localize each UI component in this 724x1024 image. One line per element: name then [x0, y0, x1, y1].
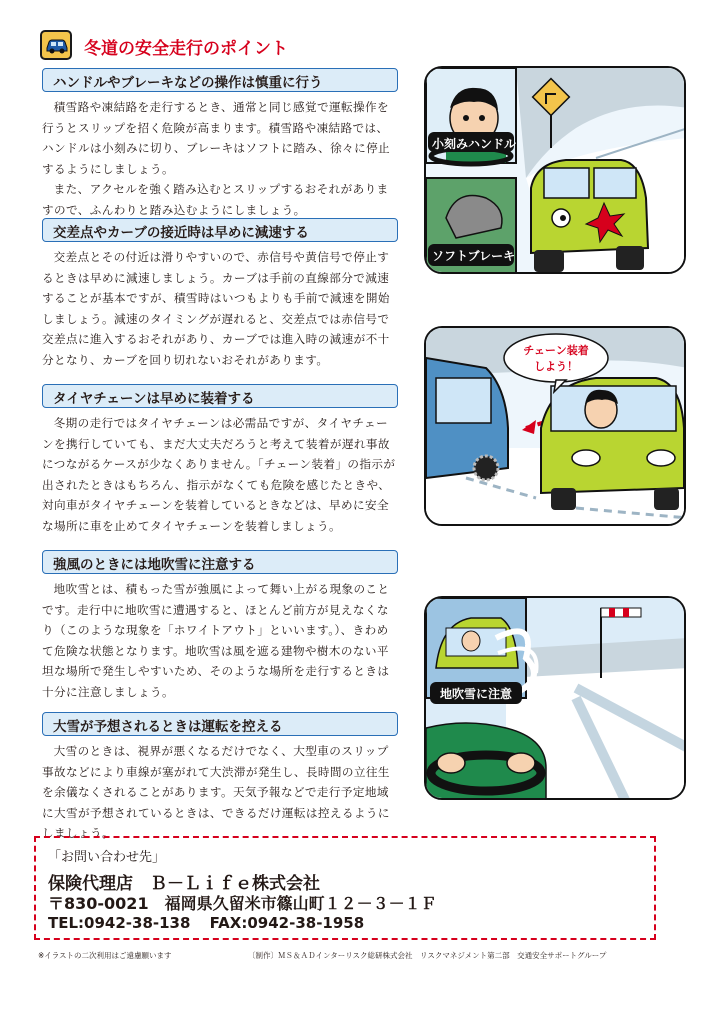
contact-tel: TEL:0942-38-138 — [48, 914, 191, 932]
illustration-ground-blizzard — [424, 596, 686, 800]
footer-note: ※イラストの二次利用はご遠慮願います — [38, 951, 172, 960]
chain-scene — [426, 328, 686, 526]
contact-address: 〒830-0021 福岡県久留米市篠山町１２－３－１Ｆ — [48, 894, 437, 913]
section-heading: タイヤチェーンは早めに装着する — [42, 384, 398, 408]
bubble-line-1: チェーン装着 — [523, 344, 589, 357]
section-ground-blizzard — [42, 550, 398, 703]
section-heading: 強風のときには地吹雪に注意する — [42, 550, 398, 574]
footer-credit: 〔制作〕ＭＳ＆ＡＤインターリスク総研株式会社 リスクマネジメント第二部 交通安全サポートグループ — [248, 951, 607, 960]
section-paragraph: 冬期の走行ではタイヤチェーンは必需品ですが、タイヤチェーンを携行していても、まだ大丈夫だろうと考えて装着が遅れ事故につながるケースが少なくありません。「チェーン装着」の指示が出されたときはもちろん、指示がなくても危険を感じたときや、対向車がタイヤチェーンを装着しているときなどは、早めに安全な場所に車を止めてタイヤチェーンを装着しましょう。 — [42, 416, 396, 533]
contact-company: 保険代理店 Ｂ－Ｌｉｆｅ株式会社 — [48, 874, 320, 894]
section-slow-down — [42, 218, 398, 371]
illustration-tire-chains — [424, 326, 686, 526]
page-title: 冬道の安全走行のポイント — [84, 39, 288, 59]
section-body — [42, 247, 398, 371]
bubble-line-2: しよう！ — [534, 360, 578, 373]
section-paragraph: 交差点とその付近は滑りやすいので、赤信号や黄信号で停止するときは早めに減速しましょう。カーブは手前の直線部分で減速することが基本ですが、積雪時はいつもよりも手前で減速を開始しましょう。減速のタイミングが遅れると、交差点では赤信号で交差点に進入するおそれがあり、カーブでは進入時の減速が不十分となり、カーブを回り切れないおそれがあります。 — [42, 250, 390, 367]
label-brake: ソフトブレーキ — [432, 249, 516, 263]
car-icon — [40, 30, 72, 60]
contact-box — [34, 836, 656, 940]
illustration-careful-operation — [424, 66, 686, 274]
label-handle: 小刻みハンドル — [432, 137, 517, 151]
contact-fax: FAX:0942-38-1958 — [209, 914, 365, 932]
section-body — [42, 413, 398, 537]
contact-label: 「お問い合わせ先」 — [48, 850, 166, 865]
section-body — [42, 741, 398, 844]
section-paragraph: 積雪路や凍結路を走行するとき、通常と同じ感覚で運転操作を行うとスリップを招く危険が高まります。積雪路や凍結路では、ハンドルは小刻みに切り、ブレーキはソフトに踏み、徐々に停止するようにしましょう。 — [42, 100, 391, 176]
section-body — [42, 97, 398, 221]
blizzard-scene — [426, 598, 686, 800]
winter-road-scene — [426, 68, 686, 274]
section-heavy-snow — [42, 712, 398, 844]
section-steering-braking — [42, 68, 398, 221]
section-paragraph: 大雪のときは、視界が悪くなるだけでなく、大型車のスリップ事故などにより車線が塞がれて大渋滞が発生し、長時間の立往生を余儀なくされることがあります。天気予報などで走行予定地域に大雪が予想されているときは、できるだけ運転は控えるようにしましょう。 — [42, 744, 390, 841]
section-heading: 大雪が予想されるときは運転を控える — [42, 712, 398, 736]
page-header — [40, 30, 340, 60]
label-blizzard: 地吹雪に注意 — [440, 687, 513, 701]
section-body — [42, 579, 398, 703]
section-heading: 交差点やカーブの接近時は早めに減速する — [42, 218, 398, 242]
section-paragraph: また、アクセルを強く踏み込むとスリップするおそれがありますので、ふんわりと踏み込むようにしましょう。 — [42, 182, 389, 217]
section-heading: ハンドルやブレーキなどの操作は慎重に行う — [42, 68, 398, 92]
section-paragraph: 地吹雪とは、積もった雪が強風によって舞い上がる現象のことです。走行中に地吹雪に遭遇すると、ほとんど前方が見えなくなり（このような現象を「ホワイトアウト」といいます。）、きわめて危険な状態となります。地吹雪は風を遮る建物や樹木のない平坦な場所で発生しやすいため、そのような場所を走行するときは十分に注意しましょう。 — [42, 582, 390, 699]
section-tire-chains — [42, 384, 398, 537]
contact-phone-row — [48, 914, 378, 932]
